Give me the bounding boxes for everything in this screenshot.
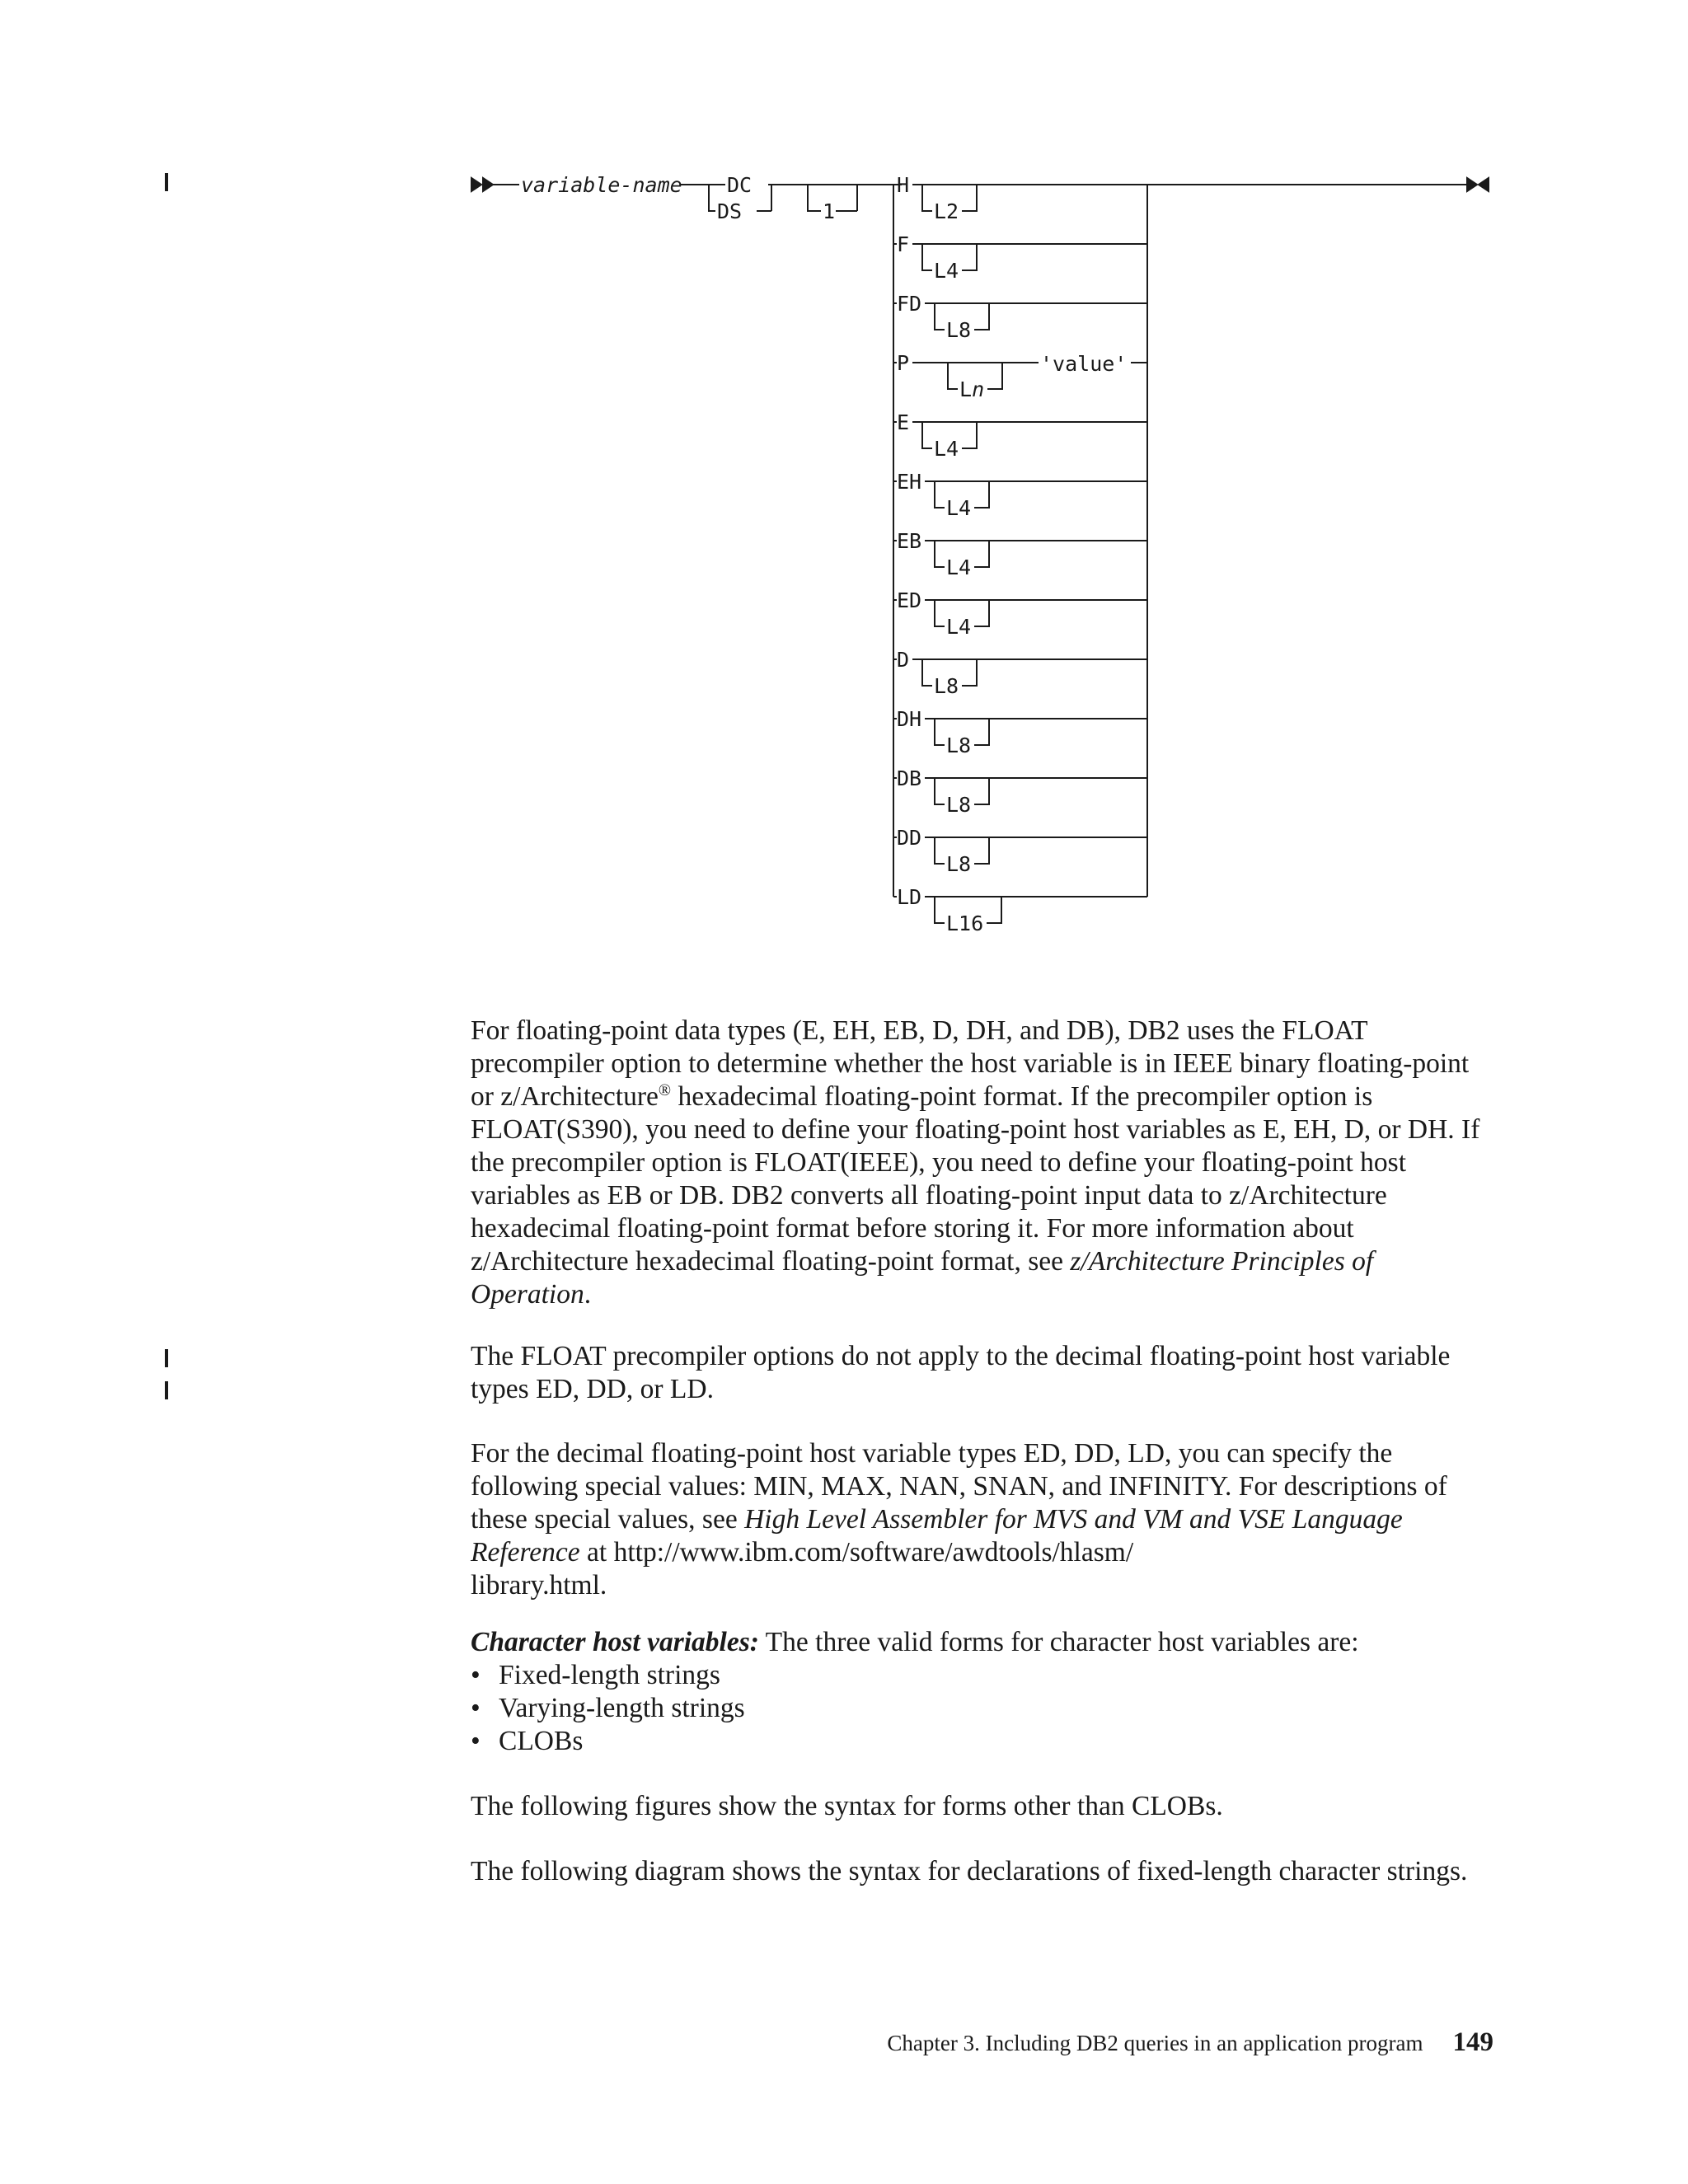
type-length: L8: [934, 674, 959, 698]
para3-reference: High Level Assembler for MVS and VM and VSE Language Reference: [471, 1504, 1403, 1568]
type-length: L4: [934, 259, 959, 283]
type-code: FD: [897, 292, 922, 316]
footer-chapter: Chapter 3. Including DB2 queries in an application program: [887, 2031, 1423, 2055]
type-code: ED: [897, 588, 922, 612]
type-length: L16: [946, 912, 984, 935]
type-code: DB: [897, 766, 922, 790]
paragraph-figures: The following figures show the syntax for forms other than CLOBs.: [471, 1791, 1223, 1821]
type-code: H: [897, 173, 910, 197]
section-heading: Character host variables:: [471, 1627, 759, 1657]
variable-name-label: variable-name: [521, 173, 682, 197]
type-code: F: [897, 232, 910, 256]
change-bar: [165, 1381, 168, 1399]
para3-text-a: For the decimal floating-point host variable types ED, DD, LD, you can specify the following special values: MIN, MAX, NAN, SNAN, and INFINITY. For descriptions of these special values, see: [471, 1438, 1447, 1535]
paragraph-character-host-variables: [471, 1626, 1493, 1659]
paragraph-decimal-special-values: [471, 1437, 1493, 1602]
bullet-list: [471, 1659, 745, 1758]
type-code: DD: [897, 826, 922, 850]
type-length: L4: [946, 555, 972, 579]
change-bar: [165, 1349, 168, 1367]
registered-mark: ®: [658, 1080, 672, 1099]
type-length: L8: [946, 852, 972, 876]
type-code: DH: [897, 707, 922, 731]
para1-text-b: hexadecimal floating-point format. If the precompiler option is FLOAT(S390), you need to define your floating-point host variables as E, EH, D, or DH. If the precompiler option is FLOAT(IEEE), you need to define your floating-point host variables as EB or DB. DB2 converts all floating-point input data to z/Architecture hexadecimal floating-point format before storing it. For more information about z/Architecture hexadecimal floating-point format, see: [471, 1081, 1480, 1277]
value-literal: 'value': [1040, 352, 1128, 376]
paragraph-floating-point: [471, 1015, 1493, 1311]
dc-keyword: DC: [727, 173, 753, 197]
list-item: • Fixed-length strings: [471, 1659, 745, 1692]
type-length: L4: [934, 437, 959, 461]
type-length: Ln: [959, 377, 985, 401]
type-length: L8: [946, 318, 972, 342]
type-code: EB: [897, 529, 922, 553]
page-number: 149: [1452, 2027, 1493, 2057]
type-length: L8: [946, 793, 972, 817]
para4-text: The three valid forms for character host variables are:: [758, 1627, 1359, 1657]
list-item: • Varying-length strings: [471, 1692, 745, 1725]
page-footer: [0, 2027, 1493, 2058]
list-item: • CLOBs: [471, 1725, 745, 1758]
para3-text-c: library.html.: [471, 1570, 607, 1601]
type-code: LD: [897, 885, 922, 909]
syntax-diagram: [0, 0, 1688, 972]
type-length: L4: [946, 615, 972, 639]
type-code: EH: [897, 470, 922, 494]
para1-reference: z/Architecture Principles of Operation: [471, 1246, 1374, 1310]
para1-end: .: [584, 1279, 592, 1310]
paragraph-float-options: The FLOAT precompiler options do not apply to the decimal floating-point host variable types ED, DD, or LD.: [471, 1341, 1451, 1404]
paragraph-fixed-length: The following diagram shows the syntax for declarations of fixed-length character strings.: [471, 1856, 1468, 1886]
para3-text-b: at http://www.ibm.com/software/awdtools/hlasm/: [579, 1537, 1134, 1568]
para1-text-a: For floating-point data types (E, EH, EB, D, DH, and DB), DB2 uses the FLOAT precompiler option to determine whether the host variable is in IEEE binary floating-point or z/Architecture: [471, 1015, 1470, 1112]
type-length: L4: [946, 496, 972, 520]
type-code: D: [897, 648, 910, 672]
type-length: L2: [934, 199, 959, 223]
ds-keyword: DS: [717, 199, 743, 223]
type-code: E: [897, 410, 910, 434]
type-code: P: [897, 351, 910, 375]
repeat-one: 1: [823, 199, 836, 223]
type-length: L8: [946, 733, 972, 757]
